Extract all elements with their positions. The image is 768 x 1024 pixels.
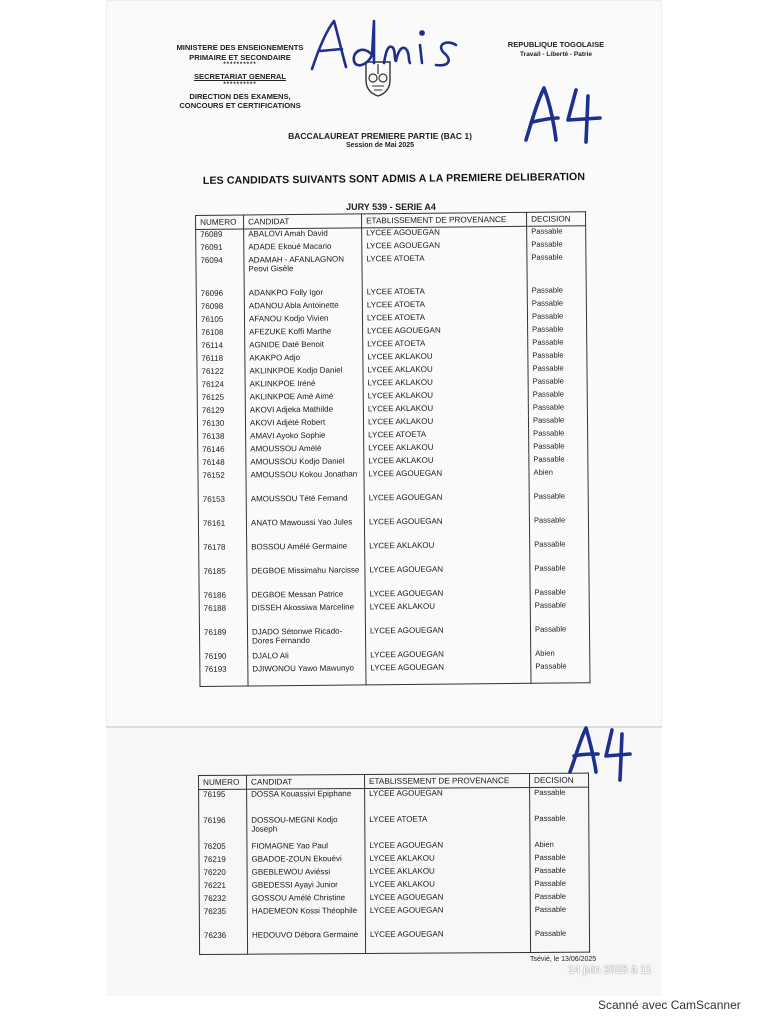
cell-etablissement: LYCEE AGOUEGAN [365,563,530,589]
cell-etablissement: LYCEE AGOUEGAN [365,624,530,650]
cell-candidat: ADAMAH - AFANLAGNON Peovi Gisèle [244,254,362,288]
cell-numero: 76094 [196,255,244,288]
cell-etablissement: LYCEE AGOUEGAN [364,467,529,493]
cell-decision: Passable [530,587,589,601]
cell-candidat: GBEDESSI Ayayi Junior [247,879,365,893]
cell-numero: 76219 [199,854,247,867]
cell-candidat: AKAKPO Adjo [245,352,363,366]
cell-numero: 76178 [199,542,247,566]
cell-etablissement: LYCEE AKLAKOU [363,402,528,417]
column-header-candidat: CANDIDAT [247,774,365,789]
table-row [196,252,586,289]
exam-title-block [250,131,510,151]
cell-decision: Passable [528,350,587,364]
cell-etablissement: LYCEE AGOUEGAN [365,587,530,602]
cell-decision: Passable [531,661,590,684]
ministry-header [165,43,315,111]
cell-candidat: AKLINKPOE Kodjo Daniel [245,365,363,379]
cell-numero: 76186 [199,590,247,603]
cell-decision: Passable [530,813,589,839]
ministry-line: PRIMAIRE ET SECONDAIRE [189,52,291,62]
cell-etablissement: LYCEE AKLAKOU [365,600,530,626]
cell-decision: Passable [528,402,587,416]
cell-decision: Passable [530,904,589,928]
cell-etablissement: LYCEE ATOETA [362,311,527,326]
cell-candidat: DEGBOE Missimahu Narcisse [247,565,365,590]
cell-decision: Passable [530,878,589,891]
cell-numero: 76096 [196,288,244,301]
cell-etablissement: LYCEE AGOUEGAN [363,324,528,339]
cell-numero: 76220 [199,867,247,880]
cell-numero: 76105 [196,314,244,327]
cell-numero: 76114 [197,340,245,353]
cell-etablissement: LYCEE AGOUEGAN [365,928,530,953]
cell-decision: Passable [527,226,586,240]
cell-etablissement: LYCEE AGOUEGAN [364,491,529,517]
table-row [199,787,589,815]
cell-decision: Passable [529,491,588,516]
column-header-decision: DECISION [526,212,585,227]
republic-header [496,40,616,60]
cell-candidat: DEGBOE Messan Patrice [247,589,365,603]
table-row [200,661,590,687]
cell-numero: 76236 [199,930,247,954]
cell-numero: 76196 [199,815,247,841]
cell-decision: Passable [530,787,589,813]
cell-candidat: DJADO Sétonwe Ricado-Dores Fernando [247,626,365,651]
cell-numero: 76185 [199,566,247,590]
table-row [199,928,589,954]
cell-candidat: AGNIDE Daté Benoit [245,339,363,353]
cell-numero: 76195 [199,789,247,815]
cell-candidat: AFEZUKE Koffi Marthe [245,326,363,340]
exam-title: BACCALAUREAT PREMIERE PARTIE (BAC 1) [288,131,472,141]
cell-decision: Passable [530,891,589,904]
handwritten-a4-mark [520,80,604,148]
secretariat-line: SECRETARIAT GENERAL [193,72,287,81]
cell-decision: Passable [529,515,588,540]
cell-etablissement: LYCEE ATOETA [362,298,527,313]
cell-etablissement: LYCEE AKLAKOU [365,865,530,879]
cell-numero: 76124 [197,379,245,392]
cell-etablissement: LYCEE ATOETA [362,285,527,300]
cell-etablissement: LYCEE AGOUEGAN [362,226,527,241]
cell-candidat: DISSEH Akossiwa Marceline [247,602,365,627]
cell-numero: 76089 [196,229,244,242]
cell-candidat: AMOUSSOU Amélé [246,443,364,457]
cell-candidat: GBEBLEWOU Aviéssi [247,866,365,880]
column-header-numero: NUMERO [196,215,244,229]
cell-etablissement: LYCEE AGOUEGAN [365,891,530,905]
column-header-etablissement: ETABLISSEMENT DE PROVENANCE [364,773,529,788]
cell-decision: Passable [529,428,588,442]
cell-candidat: AKOVI Adjété Robert [245,417,363,431]
cell-candidat: AMOUSSOU Tété Fernand [246,493,364,518]
cell-etablissement: LYCEE AGOUEGAN [366,648,531,663]
cell-candidat: DJALO Ali [248,650,366,664]
cell-candidat: AMAVI Ayoko Sophie [246,430,364,444]
cell-etablissement: LYCEE ATOETA [365,813,530,840]
cell-numero: 76205 [199,841,247,854]
cell-numero: 76091 [196,242,244,255]
cell-numero: 76148 [198,457,246,470]
cell-candidat: AKLINKPOE Iréné [245,378,363,392]
camscanner-watermark: Scanné avec CamScanner [598,998,741,1012]
cell-etablissement: LYCEE ATOETA [362,252,527,287]
cell-decision: Passable [527,239,586,253]
cell-candidat: DJIWONOU Yawo Mawunyo [248,663,366,686]
republic-name: REPUBLIQUE TOGOLAISE [507,40,605,49]
cell-numero: 76153 [198,494,246,518]
cell-etablissement: LYCEE AKLAKOU [364,441,529,456]
cell-decision: Passable [529,454,588,468]
cell-decision: Passable [527,311,586,325]
cell-decision: Passable [528,324,587,338]
cell-etablissement: LYCEE AKLAKOU [363,350,528,365]
exam-session: Session de Mai 2025 [345,142,415,149]
cell-numero: 76221 [199,880,247,893]
national-motto: Travail - Liberté - Patrie [520,51,592,58]
cell-etablissement: LYCEE AKLAKOU [363,389,528,404]
cell-decision: Passable [530,539,589,564]
direction-line: CONCOURS ET CERTIFICATIONS [179,101,301,110]
table-row [199,904,589,930]
cell-etablissement: LYCEE AGOUEGAN [366,661,531,685]
cell-candidat: ADADE Ekoué Macario [244,241,362,255]
results-table-1 [195,211,591,687]
cell-candidat: AMOUSSOU Kodjo Daniel [246,456,364,470]
cell-decision: Passable [528,376,587,390]
cell-candidat: AKLINKPOE Amé Aimé [245,391,363,405]
column-header-etablissement: ETABLISSEMENT DE PROVENANCE [361,212,526,228]
cell-etablissement: LYCEE AGOUEGAN [364,515,529,541]
cell-decision: Passable [530,852,589,865]
cell-candidat: DOSSA Kouassivi Epiphane [247,788,365,815]
results-table-2 [198,773,590,955]
cell-numero: 76188 [199,603,247,627]
cell-decision: Passable [530,563,589,588]
cell-etablissement: LYCEE AKLAKOU [364,454,529,469]
separator-stars: ********** [223,81,257,88]
cell-etablissement: LYCEE AGOUEGAN [365,787,530,814]
column-header-candidat: CANDIDAT [244,214,362,229]
cell-etablissement: LYCEE AKLAKOU [365,878,530,892]
cell-numero: 76161 [198,518,246,542]
scan-timestamp-overlay: 14 juin 2025 à 11 [568,964,652,976]
cell-numero: 76129 [197,405,245,418]
cell-etablissement: LYCEE AKLAKOU [363,415,528,430]
cell-etablissement: LYCEE AGOUEGAN [365,904,530,929]
cell-numero: 76125 [197,392,245,405]
jury-label: JURY 539 - SERIE A4 [346,202,436,212]
cell-decision: Passable [530,600,589,625]
cell-etablissement: LYCEE ATOETA [363,337,528,352]
cell-candidat: BOSSOU Amélé Germaine [247,541,365,566]
main-heading: LES CANDIDATS SUIVANTS SONT ADMIS A LA PREMIERE DELIBERATION [202,170,586,188]
cell-decision: Abien [530,839,589,852]
cell-etablissement: LYCEE AKLAKOU [365,852,530,866]
cell-decision: Passable [527,285,586,299]
cell-numero: 76146 [198,444,246,457]
table-row [199,813,589,841]
cell-etablissement: LYCEE AGOUEGAN [365,839,530,853]
cell-etablissement: LYCEE AKLAKOU [365,539,530,565]
cell-etablissement: LYCEE AGOUEGAN [362,239,527,254]
cell-numero: 76122 [197,366,245,379]
cell-numero: 76189 [199,627,247,651]
cell-candidat: FIOMAGNE Yao Paul [247,840,365,854]
cell-candidat: DOSSOU-MEGNI Kodjo Joseph [247,814,365,841]
cell-decision: Passable [528,363,587,377]
handwritten-admis-signature [306,15,466,77]
cell-numero: 76098 [196,301,244,314]
cell-numero: 76130 [197,418,245,431]
cell-candidat: ADANKPO Folly Igor [244,287,362,301]
ministry-line: MINISTERE DES ENSEIGNEMENTS [176,43,304,52]
direction-line: DIRECTION DES EXAMENS, [189,91,291,101]
cell-numero: 76138 [198,431,246,444]
separator-stars: ********** [223,62,257,68]
cell-etablissement: LYCEE AKLAKOU [363,363,528,378]
cell-candidat: GBADOE-ZOUN Ekouévi [247,853,365,867]
cell-decision: Passable [527,252,586,286]
cell-decision: Passable [529,441,588,455]
cell-candidat: ANATO Mawoussi Yao Jules [246,517,364,542]
cell-candidat: ADANOU Abla Antoinette [244,300,362,314]
cell-numero: 76193 [200,664,248,686]
place-and-date: Tsévié, le 13/06/2025 [530,956,597,963]
cell-candidat: AMOUSSOU Kokou Jonathan [246,469,364,494]
cell-candidat: HADEMEON Kossi Théophile [247,905,365,930]
cell-numero: 76232 [199,893,247,906]
cell-decision: Passable [528,389,587,403]
cell-decision: Abien [531,648,590,662]
cell-candidat: ABALOVI Amah David [244,228,362,242]
column-header-numero: NUMERO [199,775,247,789]
cell-decision: Passable [527,298,586,312]
cell-decision: Passable [530,624,589,649]
cell-candidat: GOSSOU Amélé Christine [247,892,365,906]
cell-decision: Passable [530,865,589,878]
cell-etablissement: LYCEE ATOETA [364,428,529,443]
column-header-decision: DECISION [529,773,588,787]
cell-candidat: AFANOU Kodjo Vivien [244,313,362,327]
cell-numero: 76118 [197,353,245,366]
cell-decision: Passable [530,928,589,952]
cell-etablissement: LYCEE AKLAKOU [363,376,528,391]
cell-numero: 76108 [197,327,245,340]
cell-numero: 76235 [199,906,247,930]
cell-decision: Abien [529,467,588,492]
cell-numero: 76152 [198,470,246,494]
cell-candidat: AKOVI Adjeka Mathilde [245,404,363,418]
cell-candidat: HEDOUVO Débora Germaine [247,929,365,954]
cell-decision: Passable [528,337,587,351]
cell-numero: 76190 [200,651,248,664]
cell-decision: Passable [528,415,587,429]
